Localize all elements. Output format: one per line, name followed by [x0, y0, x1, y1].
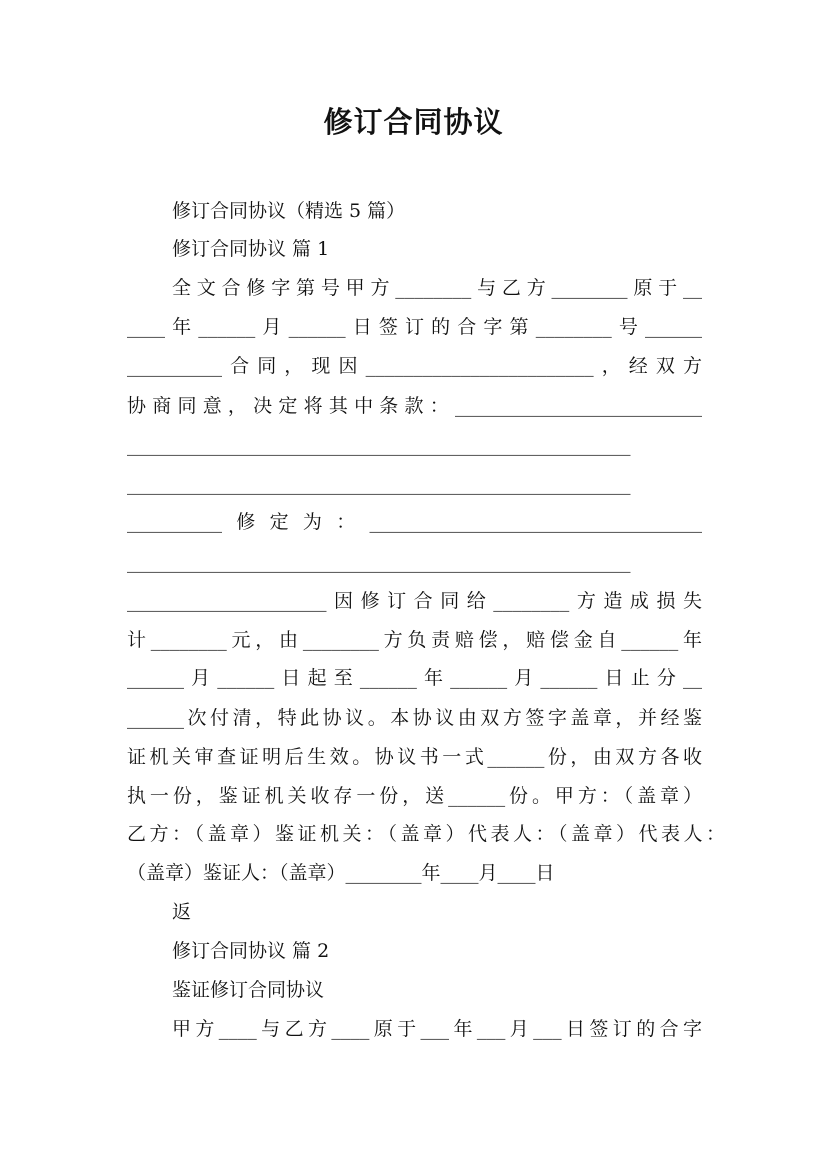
body-line: ______月______日起至______年______月______日止分__ [127, 667, 702, 689]
body-line: 协商同意，决定将其中条款：__________________________ [127, 395, 702, 417]
subtitle-line: 修订合同协议（精选 5 篇） [172, 200, 406, 222]
body-line: 全文合修字第号甲方________与乙方________原于__ [172, 277, 702, 299]
section-heading-1: 修订合同协议 篇 1 [172, 238, 330, 260]
body-line: 甲方____与乙方____原于___年___月___日签订的合字 [172, 1018, 702, 1040]
body-line: ____年______月______日签订的合字第________号______ [127, 316, 702, 338]
blank-line: _____________________________________________________ [127, 434, 631, 456]
body-line: （盖章）鉴证人：（盖章）________年____月____日 [127, 862, 555, 884]
blank-line: _____________________________________________________ [127, 551, 631, 573]
section-heading-2: 修订合同协议 篇 2 [172, 940, 330, 962]
body-line: 计________元，由________方负责赔偿，赔偿金自______年 [127, 629, 702, 651]
return-link[interactable]: 返 [172, 901, 192, 923]
body-line: _____________________因修订合同给________方造成损失 [127, 590, 702, 612]
section-subheading: 鉴证修订合同协议 [172, 979, 325, 1001]
blank-line: _____________________________________________________ [127, 473, 631, 495]
document-title: 修订合同协议 [323, 105, 504, 139]
body-line: 证机关审查证明后生效。协议书一式______份，由双方各收 [127, 746, 702, 768]
body-line: __________修定为：___________________________________ [127, 511, 702, 533]
body-line: __________合同，现因________________________，经双方 [127, 355, 702, 377]
body-line: 乙方：（盖章）鉴证机关：（盖章）代表人：（盖章）代表人： [127, 823, 725, 845]
body-line: ______次付清，特此协议。本协议由双方签字盖章，并经鉴 [127, 707, 702, 729]
body-line: 执一份，鉴证机关收存一份，送______份。甲方：（盖章） [127, 785, 702, 807]
